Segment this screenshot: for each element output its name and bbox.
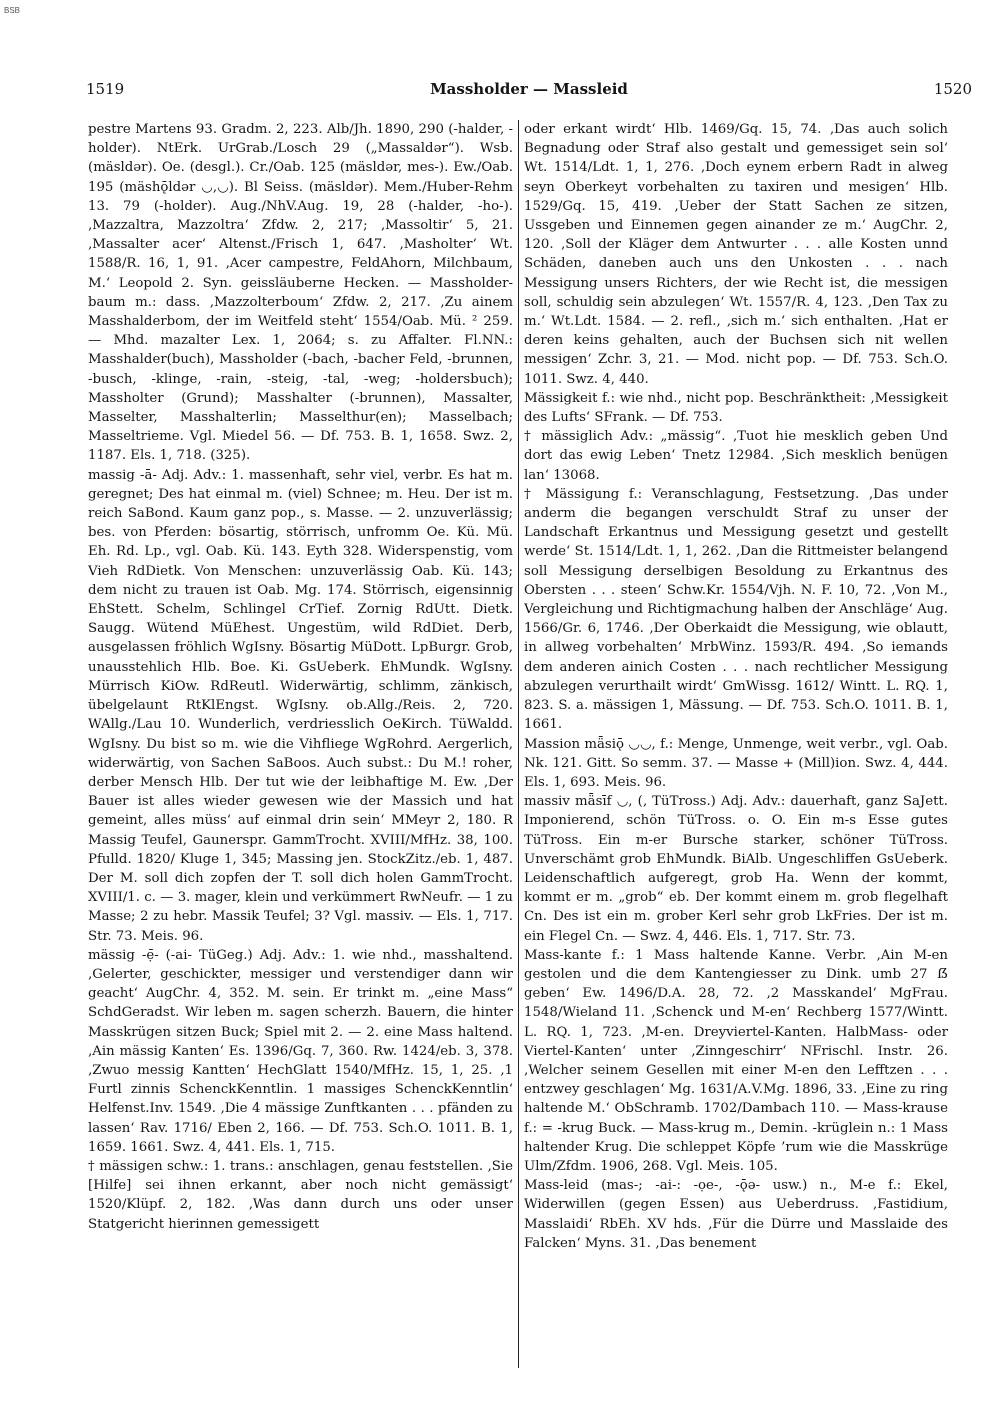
entry-paragraph: † mässigen schw.: 1. trans.: anschlagen, genau feststellen. ‚Sie [Hilfe] sei ihnen erkannt, aber noch nicht gemässigt‘ 1520/Klüpf. 2, 182. ‚Was dann durch uns oder unser Statgericht hierinnen gemessigett <box>88 1158 513 1232</box>
entry-paragraph: † Mässigung f.: Veranschlagung, Festsetzung. ‚Das under anderm die begangen verschuldt Straf zu unser der Landschaft Erkantnus und Messigung gesetzt und gestellt werde‘ St. 1514/Ldt. 1, 1, 262. ‚Dan die Rittmeister belangend soll Messigung derselbigen Besoldung zu Erkantnus des Obersten . . . steen‘ Schw.Kr. 1554/Vjh. N. F. 10, 72. ‚Von M., Vergleichung und Richtigmachung halben der Anschläge‘ Aug. 1566/Gr. 6, 1746. ‚Der Oberkaidt die Messigung, wie oblautt, in allweg vorbehalten‘ MrbWinz. 1593/R. 494. ‚So iemands dem anderen ainich Costen . . . nach rechtlicher Messigung abzulegen verurthailt wirdt‘ GmWissg. 1612/ Wintt. L. RQ. 1, 823. S. a. mässigen 1, Mässung. — Df. 753. Sch.O. 1011. B. 1, 1661. <box>524 486 948 733</box>
entry-paragraph: Mass-kante f.: 1 Mass haltende Kanne. Verbr. ‚Ain M-en gestolen und die dem Kantengiesser zu Dink. umb 27 ẞ geben‘ Ew. 1496/D.A. 28, 72. ‚2 Masskandel‘ MgFrau. 1548/Wieland 11. ‚Schenck und M-en‘ Rechberg 1577/Wintt. L. RQ. 1, 723. ‚M-en. Dreyviertel-Kanten. HalbMass- oder Viertel-Kanten‘ unter ‚Zinngeschirr‘ NFrischl. Instr. 26. ‚Welcher seinem Gesellen mit einer M-en den Lefftzen . . . entzwey geschlagen‘ Mg. 1631/A.V.Mg. 1896, 33. ‚Eine zu ring haltende M.‘ ObSchramb. 1702/Dambach 110. — Mass-krause f.: = -krug Buck. — Mass-krug m., Demin. -krüglein n.: 1 Mass haltender Krug. Die schleppet Köpfe ’rum wie die Masskrüge Ulm/Zfdm. 1906, 268. Vgl. Meis. 105. <box>524 947 948 1174</box>
entry-paragraph: Mässigkeit f.: wie nhd., nicht pop. Beschränktheit: ‚Messigkeit des Lufts‘ SFrank. — Df. 753. <box>524 390 948 426</box>
entry-paragraph: massig -ā- Adj. Adv.: 1. massenhaft, sehr viel, verbr. Es hat m. geregnet; Des hat einmal m. (viel) Schnee; m. Heu. Der ist m. reich SaBond. Kaum ganz pop., s. Masse. — 2. unzuverlässig; bes. von Pferden: bösartig, störrisch, unfromm Oe. Kü. Mü. Eh. Rd. Lp., vgl. Oab. Kü. 143. Eyth 328. Widerspenstig, vom Vieh RdDietk. Von Menschen: unzuverlässig Oab. Kü. 143; dem nicht zu trauen ist Oab. Mg. 174. Störrisch, eigensinnig EhStett. Schelm, Schlingel CrTief. Zornig RdUtt. Dietk. Saugg. Wütend MüEhest. Ungestüm, wild RdDiet. Derb, ausgelassen fröhlich WgIsny. Bösartig MüDott. LpBurgr. Grob, unausstehlich Hlb. Boe. Ki. GsUeberk. EhMundk. WgIsny. Mürrisch KiOw. RdReutl. Widerwärtig, schlimm, zänkisch, übelgelaunt RtKlEngst. WgIsny. ob.Allg./Reis. 2, 720. WAllg./Lau 10. Wunderlich, verdriesslich OeKirch. TüWaldd. WgIsny. Du bist so m. wie die Vihfliege WgRohrd. Aergerlich, widerwärtig, von Sachen SaBoos. Auch subst.: Du M.! roher, derber Mensch Hlb. Der tut wie der leibhaftige M. Ew. ‚Der Bauer ist alles wieder gewesen wie der Massich und hat gemeint, alles müss‘ auf einmal drin sein‘ MMeyr 2, 180. R Massig Teufel, Gaunerspr. GammTrocht. XVIII/MfHz. 38, 100. Pfulld. 1820/ Kluge 1, 345; Massing jen. StockZitz./eb. 1, 487. Der M. soll dich zopfen der T. soll dich holen GammTrocht. XVIII/1. c. — 3. mager, klein und verkümmert RwNeufr. — 1 zu Masse; 2 zu hebr. Massik Teufel; 3? Vgl. massiv. — Els. 1, 717. Str. 73. Meis. 96. <box>88 467 513 944</box>
library-stamp: BSB <box>4 6 21 15</box>
page-number-right: 1520 <box>933 80 972 98</box>
entry-paragraph: massiv mǟsīf ◡, (‚ TüTross.) Adj. Adv.: dauerhaft, ganz SaJett. Imponierend, schön TüTross. o. O. Ein m-s Esse gutes TüTross. Ein m-er Bursche starker, schöner TüTross. Unverschämt grob EhMundk. BiAlb. Ungeschliffen GsUeberk. Leidenschaftlich aufgeregt, grob Ha. Wenn der kommt, kommt er m. „grob“ eb. Der kommt einem m. grob flegelhaft Cn. Des ist ein m. grober Kerl sehr grob LkFries. Der ist m. ein Flegel Cn. — Swz. 4, 446. Els. 1, 717. Str. 73. <box>524 794 948 944</box>
entry-paragraph: mässig -ẹ̄- (-ai- TüGeg.) Adj. Adv.: 1. wie nhd., masshaltend. ‚Gelerter, geschickter, messiger und verstendiger dann wir geacht‘ AugChr. 4, 352. M. sein. Er trinkt m. „eine Mass“ SchdGeradst. Wir leben m. sagen scherzh. Bauern, die hinter Masskrügen sitzen Buck; Spiel mit 2. — 2. eine Mass haltend. ‚Ain mässig Kanten‘ Es. 1396/Gq. 7, 360. Rw. 1424/eb. 3, 378. ‚Zwuo messig Kantten‘ HechGlatt 1540/MfHz. 15, 1, 25. ‚1 Furtl zinnis SchenckKenntlin. 1 massiges SchenckKenntlin‘ Helfenst.Inv. 1549. ‚Die 4 mässige Zunftkanten . . . pfänden zu lassen‘ Rav. 1716/ Eben 2, 166. — Df. 753. Sch.O. 1011. B. 1, 1659. 1661. Swz. 4, 441. Els. 1, 715. <box>88 947 513 1155</box>
column-divider <box>518 120 519 1368</box>
page-header <box>86 79 972 99</box>
left-column <box>88 120 513 1370</box>
entry-paragraph: oder erkant wirdt‘ Hlb. 1469/Gq. 15, 74. ‚Das auch solich Begnadung oder Straf also gestalt und gemessiget sein sol‘ Wt. 1514/Ldt. 1, 1, 276. ‚Doch eynem erbern Radt in alweg seyn Oberkeyt vorbehalten zu taxiren und mesigen‘ Hlb. 1529/Gq. 15, 419. ‚Ueber der Statt Sachen ze sitzen, Ussgeben und Einnemen gegen ainander ze m.‘ AugChr. 2, 120. ‚Soll der Kläger dem Antwurter . . . alle Kosten unnd Schäden, daneben auch uns den Unkosten . . . nach Messigung unsers Richters, der wie Recht ist, die messigen soll, schuldig sein abzulegen‘ Wt. 1557/R. 4, 123. ‚Den Tax zu m.‘ Wt.Ldt. 1584. — 2. refl., ‚sich m.‘ sich enthalten. ‚Hat er deren keins gehalten, auch der Buchsen sich nit wellen messigen‘ Zchr. 3, 21. — Mod. nicht pop. — Df. 753. Sch.O. 1011. Swz. 4, 440. <box>524 122 948 387</box>
entry-paragraph: pestre Martens 93. Gradm. 2, 223. Alb/Jh. 1890, 290 (-halder, -holder). NtErk. UrGrab./Losch 29 („Massaldər“). Wsb. (mäsldər). Oe. (desgl.). Cr./Oab. 125 (mäsldər, mes-). Ew./Oab. 195 (mäshǭldər ◡,◡). Bl Seiss. (mäsldər). Mem./Huber-Rehm 13. 79 (-holder). Aug./NhV.Aug. 19, 28 (-halder, -ho-). ‚Mazzaltra, Mazzoltra‘ Zfdw. 2, 217; ‚Massoltir‘ 5, 21. ‚Massalter acer‘ Altenst./Frisch 1, 647. ‚Masholter‘ Wt. 1588/R. 16, 1, 91. ‚Acer campestre, FeldAhorn, Milchbaum, M.‘ Leopold 2. Syn. geissläuberne Hecken. — Massholder-baum m.: dass. ‚Mazzolterboum‘ Zfdw. 2, 217. ‚Zu ainem Masshalderbom, der im Weitfeld steht‘ 1554/Oab. Mü. ² 259. — Mhd. mazalter Lex. 1, 2064; s. zu Affalter. Fl.NN.: Masshalder(buch), Massholder (-bach, -bacher Feld, -brunnen, -busch, -klinge, -rain, -steig, -tal, -weg; -holdersbuch); Massholter (Grund); Masshalter (-brunnen), Massalter, Masselter, Masshalterlin; Masselthur(en); Masselbach; Masseltrieme. Vgl. Miedel 56. — Df. 753. B. 1, 1658. Swz. 2, 1187. Els. 1, 718. (325). <box>88 122 513 464</box>
running-title: Massholder — Massleid <box>430 80 628 98</box>
entry-paragraph: Mass-leid (mas-; -ai-: -ọe-, -ǭə- usw.) n., M-e f.: Ekel, Widerwillen (gegen Essen) aus Ueberdruss. ‚Fastidium, Masslaidi‘ RbEh. XV hds. ‚Für die Dürre und Masslaide des Falcken‘ Myns. 31. ‚Das benement <box>524 1178 948 1251</box>
entry-paragraph: † mässiglich Adv.: „mässig“. ‚Tuot hie mesklich geben Und dort das ewig Leben‘ Tnetz 12984. ‚Sich mesklich benügen lan‘ 13068. <box>524 429 948 483</box>
right-column <box>524 120 948 1370</box>
page-number-left: 1519 <box>86 80 125 98</box>
entry-paragraph: Massion mǟsiǭ ◡◡, f.: Menge, Unmenge, weit verbr., vgl. Oab. Nk. 121. Gitt. So semm. 37. — Masse + (Mill)ion. Swz. 4, 444. Els. 1, 693. Meis. 96. <box>524 736 948 790</box>
